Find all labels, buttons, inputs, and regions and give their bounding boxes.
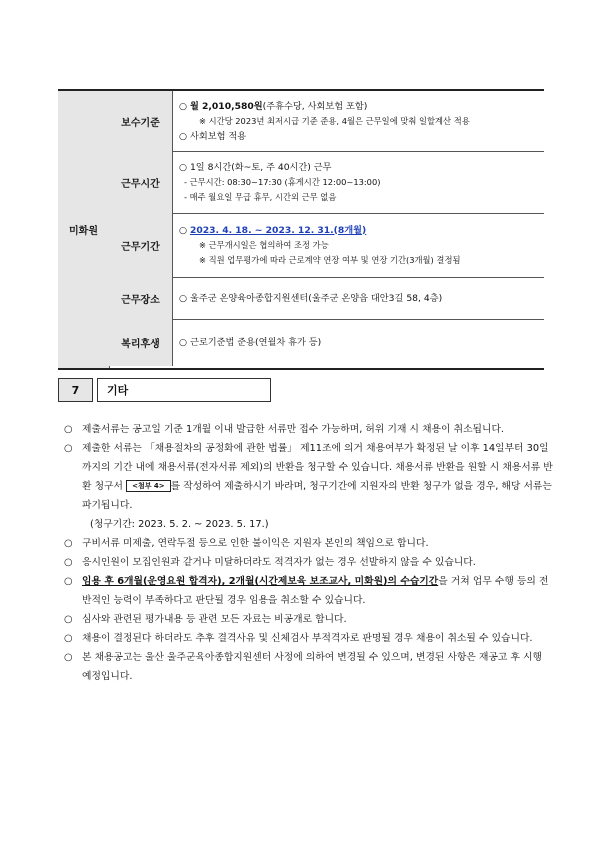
note-text: 응시인원이 모집인원과 같거나 미달하더라도 적격자가 없는 경우 선발하지 않을 수 있습니다. [82,557,476,568]
list-item [64,553,554,572]
hours-detail-1: - 근무시간: 08:30~17:30 (휴게시간 12:00~13:00) [184,176,381,187]
category-cell: 미화원 [58,91,110,368]
note-text: 제출서류는 공고일 기준 1개월 이내 발급한 서류만 접수 가능하며, 허위 기재 시 채용이 취소됩니다. [82,424,505,435]
row-place [109,277,544,320]
list-item [64,439,554,534]
bullet: ○ [179,130,188,142]
note-text [82,439,554,534]
bullet: ○ [64,576,73,587]
bullet: ○ [64,652,73,663]
hours-line [179,160,540,175]
list-item [64,572,554,610]
note-text-part: 을 거쳐 업무 수행 등의 전반적인 능력이 부족하다고 판단될 경우 임용을 취소할 수 있습니다. [82,576,549,606]
row-label-pay: 보수기준 [109,91,173,151]
welfare-line [179,335,540,350]
bullet: ○ [179,337,188,348]
list-item [64,610,554,629]
pay-amount: 월 2,010,580원 [189,100,263,112]
bullet: ○ [64,614,73,625]
row-label-hours: 근무시간 [109,151,173,213]
note-text [82,572,554,610]
note-text-part: 제출한 서류는 「채용절차의 공정화에 관한 법률」 제11조에 의거 채용여부가 확정된 날 이후 14일부터 30일까지의 기간 내에 채용서류(전자서류 제외)의 반환을 청구할 수 있습니다. 채용서류 반환을 원할 시 채용서류 반환 청구서 [82,443,553,492]
insurance-text: 사회보험 적용 [189,130,247,142]
hours-main: 1일 8시간(화~토, 주 40시간) 근무 [189,161,332,173]
section-number: 7 [58,378,93,402]
bullet: ○ [64,443,73,454]
row-welfare [109,319,544,366]
note-text: 심사와 관련된 평가내용 등 관련 모든 자료는 비공개로 합니다. [82,614,347,625]
bullet: ○ [64,557,73,568]
row-content-welfare [179,319,540,366]
pay-amount-note: (주휴수당, 사회보험 포함) [262,100,368,112]
note-text: 채용이 결정된다 하더라도 추후 결격사유 및 신체검사 부적격자로 판명될 경우 채용이 취소될 수 있습니다. [82,633,533,644]
row-content-hours [179,151,540,213]
employment-conditions-table [58,89,544,370]
row-label-period: 근무기간 [109,213,173,277]
row-hours [109,151,544,214]
row-label-welfare: 복리후생 [109,319,173,366]
bullet: ○ [64,633,73,644]
insurance-line [179,129,540,144]
place-main: 울주군 온양육아종합지원센터(울주군 온양읍 대안3길 58, 4층) [189,292,443,304]
row-content-place [179,277,540,319]
period-note-2: ※ 직원 업무평가에 따라 근로계약 연장 여부 및 연장 기간(3개월) 결정됨 [199,254,461,265]
bullet: ○ [179,161,188,173]
period-main: 2023. 4. 18. ~ 2023. 12. 31.(8개월) [189,224,367,236]
row-period [109,213,544,278]
bullet: ○ [179,224,188,236]
period-note-1: ※ 근무개시일은 협의하여 조정 가능 [199,239,329,250]
list-item [64,420,554,439]
hours-detail-2: - 매주 월요일 무급 휴무, 시간외 근무 없음 [184,191,337,202]
bullet: ○ [64,424,73,435]
row-pay [109,91,544,152]
bullet: ○ [179,292,188,304]
claim-period: (청구기간: 2023. 5. 2. ~ 2023. 5. 17.) [90,519,269,530]
bullet: ○ [179,100,188,112]
list-item [64,534,554,553]
row-label-place: 근무장소 [109,277,173,319]
notes-list [64,420,554,686]
list-item [64,629,554,648]
note-text-part: 를 작성하여 제출하시기 바라며, 청구기간에 지원자의 반환 청구가 없을 경우, 해당 서류는 파기됩니다. [82,481,552,511]
period-line [179,223,540,238]
pay-line [179,99,540,114]
pay-note: ※ 시간당 2023년 최저시급 기준 준용, 4월은 근무일에 맞춰 일할계산 적용 [199,115,470,126]
attachment-tag: <첨부 4> [126,480,171,492]
row-content-pay [179,91,540,151]
note-text: 본 채용공고는 울산 울주군육아종합지원센터 사정에 의하여 변경될 수 있으며, 변경된 사항은 재공고 후 시행 예정입니다. [82,652,543,682]
list-item [64,648,554,686]
section-title: 기타 [97,378,271,402]
probation-period: 임용 후 6개월(운영요원 합격자), 2개월(시간제보육 보조교사, 미화원)의 수습기간 [82,576,439,587]
place-line [179,291,540,306]
bullet: ○ [64,538,73,549]
note-text: 구비서류 미제출, 연락두절 등으로 인한 불이익은 지원자 본인의 책임으로 합니다. [82,538,429,549]
welfare-main: 근로기준법 준용(연월차 휴가 등) [189,337,322,348]
row-content-period [179,213,540,277]
